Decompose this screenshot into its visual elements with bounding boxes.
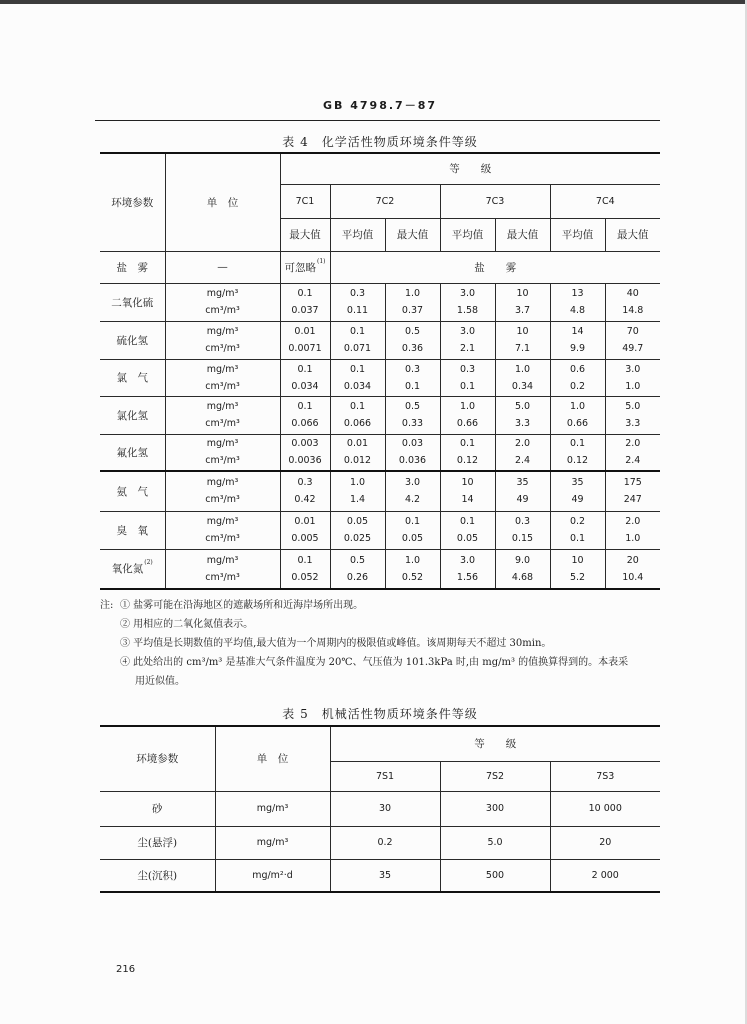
header-unit: 单 位 bbox=[215, 726, 330, 791]
parameter-cell: 尘(悬浮) bbox=[100, 826, 215, 859]
grade-7s2: 7S2 bbox=[440, 761, 550, 791]
value-mg-per-m3: 1.0 bbox=[514, 363, 531, 375]
value-cell: 30 bbox=[330, 791, 440, 826]
subhead-average-value: 平均值 bbox=[550, 218, 605, 251]
note-1: ① 盐雾可能在沿海地区的遮蔽场所和近海岸场所出现。 bbox=[120, 600, 364, 611]
scan-edge-top bbox=[0, 0, 747, 4]
value-cell bbox=[385, 549, 440, 589]
value-mg-per-m3: 0.1 bbox=[297, 363, 313, 375]
unit-label: mg/m³ bbox=[206, 516, 239, 527]
value-mg-per-m3: 5.0 bbox=[625, 401, 641, 412]
value-cell bbox=[330, 359, 385, 396]
table4-row bbox=[100, 359, 660, 396]
value-cell bbox=[440, 549, 495, 589]
value-mg-per-m3: 0.3 bbox=[514, 516, 531, 527]
note-2: ② 用相应的二氧化氮值表示。 bbox=[120, 619, 254, 630]
subhead-max-value: 最大值 bbox=[385, 218, 440, 251]
value-cm3-per-m3: 1.0 bbox=[625, 533, 641, 544]
parameter-name: 氯 气 bbox=[116, 372, 148, 384]
value-cm3-per-m3: 0.12 bbox=[456, 455, 479, 467]
value-cm3-per-m3: 0.36 bbox=[401, 343, 424, 354]
value-mg-per-m3: 0.2 bbox=[569, 516, 586, 527]
value-cell: 2 000 bbox=[550, 859, 660, 892]
table4-title: 表 4 化学活性物质环境条件等级 bbox=[282, 135, 478, 149]
unit-cell: mg/m²·d bbox=[215, 859, 330, 892]
value-mg-per-m3: 0.1 bbox=[297, 401, 313, 412]
value-mg-per-m3: 2.0 bbox=[514, 438, 531, 450]
value-mg-per-m3: 0.3 bbox=[459, 363, 476, 375]
unit-label: cm³/m³ bbox=[205, 533, 240, 544]
value-cm3-per-m3: 1.56 bbox=[456, 571, 479, 583]
value-cell bbox=[385, 471, 440, 511]
value-cell bbox=[330, 471, 385, 511]
value-cm3-per-m3: 0.05 bbox=[401, 533, 424, 544]
value-mg-per-m3: 0.6 bbox=[569, 363, 586, 375]
value-cm3-per-m3: 247 bbox=[623, 494, 642, 506]
unit-label: cm³/m³ bbox=[205, 380, 240, 392]
header-environment-parameter: 环境参数 bbox=[100, 153, 165, 251]
value-cm3-per-m3: 0.05 bbox=[456, 533, 479, 544]
value-cell bbox=[605, 549, 660, 589]
value-cell bbox=[550, 359, 605, 396]
value-cell bbox=[330, 283, 385, 321]
value-cm3-per-m3: 0.052 bbox=[291, 571, 319, 583]
value-cell bbox=[440, 471, 495, 511]
value-cm3-per-m3: 0.26 bbox=[346, 571, 369, 583]
value-mg-per-m3: 0.05 bbox=[346, 516, 369, 527]
parameter-name: 二氧化硫 bbox=[111, 296, 154, 309]
value-cell bbox=[605, 471, 660, 511]
value-cm3-per-m3: 0.0036 bbox=[288, 455, 322, 467]
value-mg-per-m3: 3.0 bbox=[404, 477, 421, 489]
value-cm3-per-m3: 14.8 bbox=[622, 305, 644, 316]
value-cell bbox=[550, 434, 605, 471]
value-cm3-per-m3: 0.66 bbox=[456, 418, 479, 429]
value-cell bbox=[605, 434, 660, 471]
table5-title: 表 5 机械活性物质环境条件等级 bbox=[282, 707, 478, 721]
value-mg-per-m3: 10 bbox=[571, 554, 584, 566]
unit-cell: mg/m³ bbox=[215, 791, 330, 826]
value-cell: 300 bbox=[440, 791, 550, 826]
value-cm3-per-m3: 0.005 bbox=[291, 533, 319, 544]
value-cm3-per-m3: 0.025 bbox=[343, 533, 372, 544]
grade-7s3: 7S3 bbox=[550, 761, 660, 791]
value-mg-per-m3: 0.1 bbox=[459, 516, 476, 527]
value-cm3-per-m3: 14 bbox=[461, 494, 474, 506]
value-cell bbox=[280, 321, 330, 359]
unit-label: cm³/m³ bbox=[205, 305, 240, 316]
value-mg-per-m3: 70 bbox=[626, 326, 639, 337]
table-5 bbox=[100, 725, 660, 893]
value-mg-per-m3: 0.1 bbox=[569, 438, 586, 450]
subhead-average-value: 平均值 bbox=[440, 218, 495, 251]
unit-cell bbox=[165, 321, 280, 359]
value-mg-per-m3: 1.0 bbox=[569, 401, 586, 412]
table4-row bbox=[100, 396, 660, 434]
footnote-ref: (2) bbox=[144, 559, 153, 567]
unit-label: cm³/m³ bbox=[205, 343, 240, 354]
value-cell bbox=[280, 359, 330, 396]
unit-cell bbox=[165, 434, 280, 471]
value-mg-per-m3: 35 bbox=[516, 477, 529, 489]
value-mg-per-m3: 3.0 bbox=[625, 363, 641, 375]
value-cm3-per-m3: 4.68 bbox=[511, 571, 534, 583]
unit-label: cm³/m³ bbox=[205, 418, 240, 429]
value-cm3-per-m3: 0.066 bbox=[343, 418, 372, 429]
table5-header-row bbox=[100, 726, 660, 761]
value-cell: 35 bbox=[330, 859, 440, 892]
header-unit: 单 位 bbox=[165, 153, 280, 251]
value-cm3-per-m3: 0.52 bbox=[401, 571, 424, 583]
value-mg-per-m3: 35 bbox=[571, 477, 584, 489]
value-cm3-per-m3: 0.1 bbox=[404, 380, 421, 392]
value-mg-per-m3: 0.1 bbox=[297, 554, 313, 566]
unit-label: mg/m³ bbox=[206, 438, 239, 450]
value-cm3-per-m3: 3.7 bbox=[514, 305, 531, 316]
unit-label: mg/m³ bbox=[206, 326, 239, 337]
unit-cell bbox=[165, 471, 280, 511]
value-cell bbox=[550, 396, 605, 434]
table4-row bbox=[100, 321, 660, 359]
value-mg-per-m3: 20 bbox=[626, 554, 639, 566]
value-mg-per-m3: 0.01 bbox=[346, 438, 369, 450]
value-cell bbox=[495, 321, 550, 359]
table-4 bbox=[100, 152, 660, 590]
value-mg-per-m3: 13 bbox=[571, 288, 584, 299]
value-cell bbox=[280, 471, 330, 511]
table5-row bbox=[100, 859, 660, 892]
value-cm3-per-m3: 4.2 bbox=[404, 494, 421, 506]
value-cell bbox=[550, 511, 605, 549]
value-cm3-per-m3: 0.066 bbox=[291, 418, 319, 429]
unit-cell: — bbox=[165, 251, 280, 283]
value-cm3-per-m3: 0.34 bbox=[511, 380, 534, 392]
value-cm3-per-m3: 49 bbox=[516, 494, 529, 506]
subhead-max-value: 最大值 bbox=[280, 218, 330, 251]
value-cell bbox=[440, 283, 495, 321]
value-cm3-per-m3: 3.3 bbox=[514, 418, 531, 429]
value-mg-per-m3: 3.0 bbox=[459, 554, 476, 566]
subhead-max-value: 最大值 bbox=[495, 218, 550, 251]
table4-notes bbox=[100, 598, 665, 693]
unit-label: mg/m³ bbox=[206, 554, 239, 566]
value-cell bbox=[495, 471, 550, 511]
value-cell bbox=[550, 471, 605, 511]
value-mg-per-m3: 0.1 bbox=[459, 438, 476, 450]
value-mg-per-m3: 0.1 bbox=[349, 401, 366, 412]
value-cm3-per-m3: 0.034 bbox=[343, 380, 372, 392]
value-cell bbox=[440, 396, 495, 434]
unit-cell bbox=[165, 396, 280, 434]
unit-cell: mg/m³ bbox=[215, 826, 330, 859]
page-number: 216 bbox=[116, 964, 136, 975]
value-cm3-per-m3: 7.1 bbox=[514, 343, 531, 354]
parameter-cell bbox=[100, 434, 165, 471]
value-cm3-per-m3: 5.2 bbox=[569, 571, 586, 583]
table4-row bbox=[100, 549, 660, 589]
value-cell bbox=[330, 396, 385, 434]
salt-mist-span-cell: 盐 雾 bbox=[330, 251, 660, 283]
value-mg-per-m3: 2.0 bbox=[625, 516, 641, 527]
value-cell bbox=[385, 396, 440, 434]
value-mg-per-m3: 175 bbox=[623, 477, 642, 489]
parameter-cell: 盐 雾 bbox=[100, 251, 165, 283]
value-cell bbox=[495, 283, 550, 321]
parameter-name: 氯化氢 bbox=[116, 409, 148, 422]
parameter-name: 臭 氧 bbox=[116, 524, 148, 537]
value-cell bbox=[440, 321, 495, 359]
unit-label: mg/m³ bbox=[206, 401, 239, 412]
table5-row bbox=[100, 791, 660, 826]
value-cm3-per-m3: 0.036 bbox=[398, 455, 427, 467]
value-mg-per-m3: 5.0 bbox=[514, 401, 531, 412]
value-cell bbox=[385, 321, 440, 359]
value-cell bbox=[385, 511, 440, 549]
value-cm3-per-m3: 0.2 bbox=[569, 380, 586, 392]
parameter-cell bbox=[100, 471, 165, 511]
parameter-cell bbox=[100, 321, 165, 359]
value-cell bbox=[330, 434, 385, 471]
value-cm3-per-m3: 49.7 bbox=[622, 343, 644, 354]
value-cell bbox=[605, 396, 660, 434]
value-mg-per-m3: 1.0 bbox=[459, 401, 476, 412]
value-cm3-per-m3: 1.58 bbox=[456, 305, 479, 316]
value-cell bbox=[440, 511, 495, 549]
value-cell bbox=[280, 511, 330, 549]
table4-row bbox=[100, 511, 660, 549]
value-cell bbox=[495, 434, 550, 471]
note-3: ③ 平均值是长期数值的平均值,最大值为一个周期内的极限值或峰值。该周期每天不超过 30min。 bbox=[120, 638, 552, 649]
value-mg-per-m3: 10 bbox=[516, 288, 529, 299]
value-cm3-per-m3: 0.034 bbox=[291, 380, 319, 392]
header-grade: 等 级 bbox=[280, 153, 660, 184]
value-cm3-per-m3: 0.66 bbox=[566, 418, 589, 429]
value-cm3-per-m3: 4.8 bbox=[569, 305, 586, 316]
parameter-cell: 尘(沉积) bbox=[100, 859, 215, 892]
note-4-continued: 用近似值。 bbox=[135, 676, 185, 687]
header-rule bbox=[95, 120, 660, 121]
value-cell bbox=[330, 511, 385, 549]
value-cm3-per-m3: 0.42 bbox=[294, 494, 316, 506]
value-cm3-per-m3: 0.071 bbox=[343, 343, 372, 354]
grade-7c4: 7C4 bbox=[550, 184, 660, 218]
value-cell bbox=[605, 511, 660, 549]
value-cm3-per-m3: 1.4 bbox=[349, 494, 366, 506]
value-mg-per-m3: 0.01 bbox=[294, 516, 316, 527]
subhead-max-value: 最大值 bbox=[605, 218, 660, 251]
value-mg-per-m3: 40 bbox=[626, 288, 639, 299]
value-cell bbox=[495, 549, 550, 589]
value-cm3-per-m3: 2.1 bbox=[459, 343, 476, 354]
parameter-cell: 砂 bbox=[100, 791, 215, 826]
unit-label: mg/m³ bbox=[206, 477, 239, 489]
value-cell bbox=[550, 321, 605, 359]
header-environment-parameter: 环境参数 bbox=[100, 726, 215, 791]
value-cell: 20 bbox=[550, 826, 660, 859]
value-mg-per-m3: 1.0 bbox=[404, 554, 421, 566]
value-cell bbox=[440, 434, 495, 471]
value-cell bbox=[605, 321, 660, 359]
value-mg-per-m3: 0.5 bbox=[404, 401, 421, 412]
value-cell bbox=[280, 396, 330, 434]
value-cell bbox=[550, 283, 605, 321]
value-cm3-per-m3: 0.037 bbox=[291, 305, 319, 316]
value-mg-per-m3: 9.0 bbox=[514, 554, 531, 566]
parameter-cell bbox=[100, 359, 165, 396]
unit-label: cm³/m³ bbox=[205, 455, 240, 467]
value-mg-per-m3: 0.3 bbox=[349, 288, 366, 299]
value-cell bbox=[605, 283, 660, 321]
value-mg-per-m3: 1.0 bbox=[349, 477, 366, 489]
value-cell: 500 bbox=[440, 859, 550, 892]
footnote-ref: (1) bbox=[317, 257, 326, 265]
value-cell bbox=[605, 359, 660, 396]
value-cell bbox=[330, 549, 385, 589]
value-cm3-per-m3: 2.4 bbox=[514, 455, 531, 467]
value-cell bbox=[280, 283, 330, 321]
value-cm3-per-m3: 0.15 bbox=[511, 533, 534, 544]
value-cell bbox=[550, 549, 605, 589]
value-mg-per-m3: 3.0 bbox=[459, 288, 476, 299]
unit-label: cm³/m³ bbox=[205, 494, 240, 506]
value-cell bbox=[280, 549, 330, 589]
value-cm3-per-m3: 0.11 bbox=[346, 305, 369, 316]
value-cm3-per-m3: 0.1 bbox=[459, 380, 476, 392]
value-cell bbox=[495, 396, 550, 434]
parameter-cell bbox=[100, 511, 165, 549]
value-cm3-per-m3: 0.012 bbox=[343, 455, 372, 467]
subhead-average-value: 平均值 bbox=[330, 218, 385, 251]
value-cm3-per-m3: 0.1 bbox=[569, 533, 586, 544]
value-cm3-per-m3: 49 bbox=[571, 494, 584, 506]
value-cm3-per-m3: 0.33 bbox=[401, 418, 424, 429]
unit-cell bbox=[165, 549, 280, 589]
value-cell bbox=[280, 434, 330, 471]
unit-label: mg/m³ bbox=[206, 288, 239, 299]
value-cell: 10 000 bbox=[550, 791, 660, 826]
notes-label: 注: bbox=[100, 600, 114, 611]
value-mg-per-m3: 3.0 bbox=[459, 326, 476, 337]
value-cell bbox=[440, 359, 495, 396]
grade-7c3: 7C3 bbox=[440, 184, 550, 218]
value-cm3-per-m3: 9.9 bbox=[569, 343, 586, 354]
grade-7s1: 7S1 bbox=[330, 761, 440, 791]
parameter-name: 硫化氢 bbox=[116, 334, 148, 347]
parameter-name: 氟化氢 bbox=[116, 446, 148, 459]
value-mg-per-m3: 0.3 bbox=[297, 477, 313, 489]
value-cell bbox=[495, 511, 550, 549]
value-mg-per-m3: 0.1 bbox=[349, 326, 366, 337]
table4-row bbox=[100, 434, 660, 471]
value-mg-per-m3: 10 bbox=[516, 326, 529, 337]
value-cell: 0.2 bbox=[330, 826, 440, 859]
value-mg-per-m3: 10 bbox=[461, 477, 474, 489]
value-mg-per-m3: 0.3 bbox=[404, 363, 421, 375]
table4-row bbox=[100, 283, 660, 321]
unit-label: cm³/m³ bbox=[205, 571, 240, 583]
unit-label: mg/m³ bbox=[206, 363, 239, 375]
unit-cell bbox=[165, 359, 280, 396]
value-cell-7c1 bbox=[280, 251, 330, 283]
parameter-cell bbox=[100, 549, 165, 589]
value-mg-per-m3: 0.1 bbox=[404, 516, 421, 527]
table4-header-row bbox=[100, 153, 660, 184]
table4-row-salt-mist bbox=[100, 251, 660, 283]
value-cell bbox=[385, 434, 440, 471]
value-cell bbox=[385, 359, 440, 396]
negligible-label: 可忽略 bbox=[284, 261, 316, 274]
value-cell bbox=[385, 283, 440, 321]
value-mg-per-m3: 0.03 bbox=[401, 438, 424, 450]
note-4: ④ 此处给出的 cm³/m³ 是基准大气条件温度为 20℃、气压值为 101.3kPa 时,由 mg/m³ 的值换算得到的。本表采 bbox=[120, 657, 629, 668]
grade-7c1: 7C1 bbox=[280, 184, 330, 218]
value-cm3-per-m3: 2.4 bbox=[625, 455, 641, 467]
header-grade: 等 级 bbox=[330, 726, 660, 761]
parameter-name: 氨 气 bbox=[116, 485, 148, 498]
parameter-cell bbox=[100, 283, 165, 321]
value-mg-per-m3: 14 bbox=[571, 326, 584, 337]
parameter-cell bbox=[100, 396, 165, 434]
value-cell bbox=[495, 359, 550, 396]
parameter-name: 氧化氮 bbox=[111, 563, 144, 576]
value-mg-per-m3: 0.1 bbox=[349, 363, 366, 375]
grade-7c2: 7C2 bbox=[330, 184, 440, 218]
value-mg-per-m3: 1.0 bbox=[404, 288, 421, 299]
value-cell bbox=[330, 321, 385, 359]
unit-cell bbox=[165, 283, 280, 321]
value-cell: 5.0 bbox=[440, 826, 550, 859]
standard-code-header: GB 4798.7－87 bbox=[323, 99, 437, 112]
unit-cell bbox=[165, 511, 280, 549]
table5-row bbox=[100, 826, 660, 859]
value-mg-per-m3: 0.003 bbox=[291, 438, 319, 450]
value-mg-per-m3: 0.5 bbox=[349, 554, 366, 566]
value-cm3-per-m3: 10.4 bbox=[622, 571, 644, 583]
value-cm3-per-m3: 0.37 bbox=[401, 305, 424, 316]
value-mg-per-m3: 2.0 bbox=[625, 438, 641, 450]
table4-row bbox=[100, 471, 660, 511]
value-mg-per-m3: 0.1 bbox=[297, 288, 313, 299]
value-mg-per-m3: 0.01 bbox=[294, 326, 316, 337]
value-mg-per-m3: 0.5 bbox=[404, 326, 421, 337]
value-cm3-per-m3: 3.3 bbox=[625, 418, 641, 429]
value-cm3-per-m3: 1.0 bbox=[625, 380, 641, 392]
value-cm3-per-m3: 0.0071 bbox=[288, 343, 322, 354]
value-cm3-per-m3: 0.12 bbox=[566, 455, 589, 467]
